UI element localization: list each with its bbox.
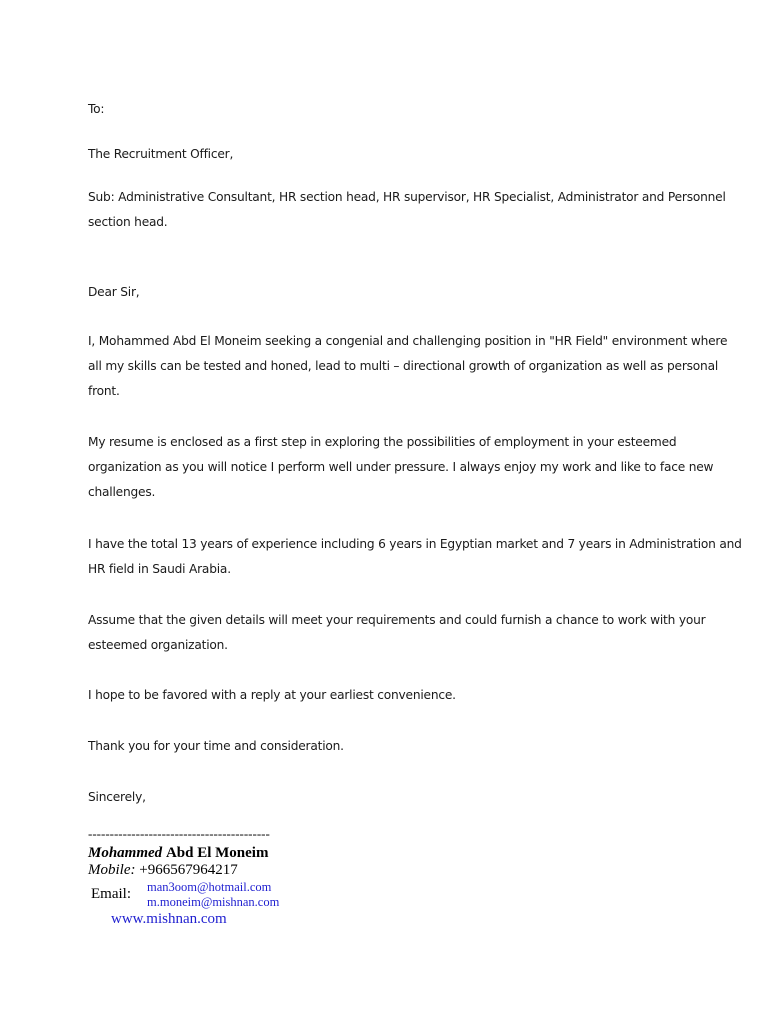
- email-link-2[interactable]: m.moneim@mishnan.com: [147, 895, 280, 909]
- email-label: Email:: [91, 886, 131, 902]
- signature-divider: ------------------------------------------: [88, 826, 270, 841]
- greeting: Dear Sir,: [88, 285, 140, 299]
- para4-line-2: esteemed organization.: [88, 638, 228, 652]
- para1-line-3: front.: [88, 384, 120, 398]
- email-link-1[interactable]: man3oom@hotmail.com: [147, 880, 272, 894]
- para2-line-1: My resume is enclosed as a first step in exploring the possibilities of employment in your esteemed: [88, 435, 677, 449]
- para3-line-1: I have the total 13 years of experience including 6 years in Egyptian market and 7 years in Administration and: [88, 537, 742, 551]
- para1-line-1: I, Mohammed Abd El Moneim seeking a congenial and challenging position in "HR Field" environment where: [88, 334, 728, 348]
- signature-last-name: Abd El Moneim: [165, 845, 269, 861]
- recipient-line: The Recruitment Officer,: [88, 147, 234, 161]
- mobile-value: +966567964217: [139, 862, 238, 878]
- signature-first-name: Mohammed: [88, 845, 163, 861]
- mobile-label: Mobile:: [88, 862, 136, 878]
- subject-line-2: section head.: [88, 215, 168, 229]
- para6: Thank you for your time and consideration.: [88, 739, 344, 753]
- signature-name: [88, 845, 268, 862]
- closing: Sincerely,: [88, 790, 146, 804]
- para1-line-2: all my skills can be tested and honed, lead to multi – directional growth of organization as well as personal: [88, 359, 719, 373]
- para5: I hope to be favored with a reply at your earliest convenience.: [88, 688, 456, 702]
- para3-line-2: HR field in Saudi Arabia.: [88, 562, 231, 576]
- para2-line-3: challenges.: [88, 485, 156, 499]
- website-link[interactable]: www.mishnan.com: [111, 911, 227, 927]
- para4-line-1: Assume that the given details will meet your requirements and could furnish a chance to work with your: [88, 613, 706, 627]
- to-line: To:: [88, 102, 105, 116]
- subject-line-1: Sub: Administrative Consultant, HR section head, HR supervisor, HR Specialist, Administrator and Personnel: [88, 190, 726, 204]
- para2-line-2: organization as you will notice I perform well under pressure. I always enjoy my work and like to face new: [88, 460, 714, 474]
- mobile-line: [88, 862, 238, 879]
